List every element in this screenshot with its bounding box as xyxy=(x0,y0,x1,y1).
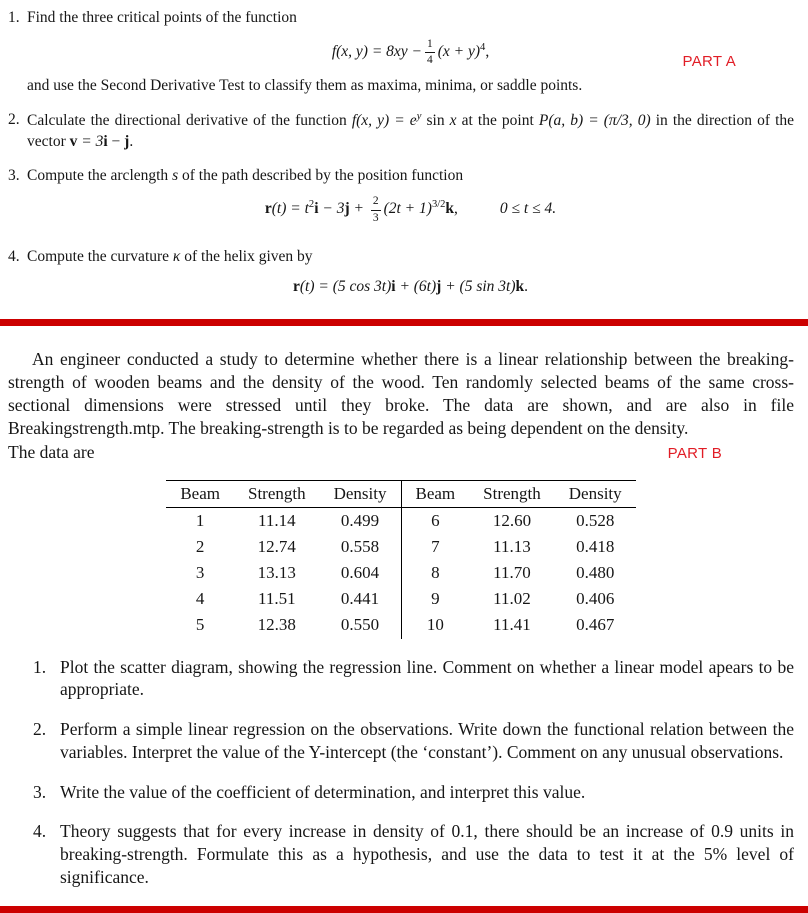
critical-points-formula: f(x, y) = 8xy − $\frac{1}{4}$ $(x + y)^4$, xyxy=(331,37,490,66)
data-intro-row xyxy=(8,441,794,464)
bottom-divider-rule xyxy=(0,906,808,913)
table-header-cell: Beam xyxy=(401,481,469,508)
table-header-cell: Strength xyxy=(469,481,555,508)
table-cell: 2 xyxy=(195,537,205,557)
question-text: Compute the arclength s of the path described by the position function xyxy=(27,166,464,184)
table-row xyxy=(166,560,635,586)
table-cell: 0.604 xyxy=(320,560,401,586)
question-text: Calculate the directional derivative of the function f(x, $y) = e^y$ sin x at the point P(a, b) = (π/3, 0) in the direction of the vector v = 3i − j. xyxy=(27,110,795,150)
table-cell: 0.406 xyxy=(576,589,615,609)
table-row xyxy=(166,508,635,535)
table-cell: 11.51 xyxy=(257,589,296,609)
partb-question-4 xyxy=(8,820,794,888)
question-number: 4. xyxy=(33,821,47,842)
question-number: 2. xyxy=(33,719,47,740)
question-number: 2. xyxy=(8,110,20,128)
partb-question-2 xyxy=(8,718,794,764)
question-text: Find the three critical points of the function xyxy=(27,9,297,26)
table-cell: 12.38 xyxy=(257,615,296,635)
table-cell: 0.550 xyxy=(320,612,401,638)
table-row xyxy=(166,586,635,612)
question-text: Perform a simple linear regression on the observations. Write down the functional relation between the variables. Interpret the value of the Y-intercept (the ‘constant’). Comment on any unusual observations. xyxy=(60,719,794,762)
table-header-cell: Density xyxy=(320,481,401,508)
table-header-cell: Strength xyxy=(234,481,320,508)
part-a-label: PART A xyxy=(682,53,736,70)
question-number: 4. xyxy=(8,247,20,265)
helix-formula: r(t) = (5 cos 3t)i + (6t)j + (5 sin 3t)k. xyxy=(292,277,529,295)
table-cell: 0.467 xyxy=(576,615,615,635)
table-cell: 8 xyxy=(431,563,440,583)
table-header xyxy=(166,481,635,508)
table-header-cell: Beam xyxy=(166,481,234,508)
question-text: Plot the scatter diagram, showing the regression line. Comment on whether a linear model apears to be appropriate. xyxy=(60,656,794,700)
arclength-formula: $r(t) = t^2i - 3j$ + $\frac{2}{3}$ $(2t + 1)^{3/2}k$, 0 ≤ t ≤ 4. xyxy=(264,195,557,224)
table-cell: 0.499 xyxy=(320,508,401,535)
table-cell: 0.558 xyxy=(320,534,401,560)
table-header-row xyxy=(166,481,635,508)
data-intro-text: The data are xyxy=(8,442,95,463)
table-cell: 0.441 xyxy=(320,586,401,612)
part-a-section xyxy=(0,0,808,306)
question-body xyxy=(27,8,794,97)
table-cell: 7 xyxy=(431,537,440,557)
table-cell: 11.02 xyxy=(493,589,531,609)
parta-question-1 xyxy=(8,8,794,97)
table-cell: 11.14 xyxy=(257,511,296,531)
table-cell: 11.41 xyxy=(493,615,531,635)
table-cell: 13.13 xyxy=(257,563,296,583)
table-cell: 11.13 xyxy=(493,537,531,557)
table-cell: 4 xyxy=(195,589,205,609)
table-row xyxy=(166,612,635,638)
fraction: $\frac{2}{3}$ xyxy=(372,195,379,224)
table-cell: 5 xyxy=(195,615,205,635)
fraction: $\frac{1}{4}$ xyxy=(427,37,433,66)
partb-intro-paragraph: An engineer conducted a study to determine whether there is a linear relationship between the breaking-strength of wooden beams and the density of the wood. Ten randomly selected beams of the same cross-sectional dimensions were stressed until they broke. The data are shown, and are also in file Breakingstrength.mtp. The breaking-strength is to be regarded as being dependent on the density. xyxy=(8,349,794,438)
table-cell: 12.74 xyxy=(257,537,296,557)
table-cell: 0.528 xyxy=(576,511,615,531)
question-text: Theory suggests that for every increase in density of 0.1, there should be an increase of 0.9 units in breaking-strength. Formulate this as a hypothesis, and use the data to test it at the 5% level of significance. xyxy=(60,821,794,887)
table-cell: 12.60 xyxy=(492,511,532,531)
section-divider-rule xyxy=(0,319,808,326)
beam-data-table xyxy=(166,480,635,639)
partb-question-1 xyxy=(8,656,794,702)
question-number: 3. xyxy=(8,166,20,184)
question-text: and use the Second Derivative Test to classify them as maxima, minima, or saddle points. xyxy=(27,77,583,95)
table-cell: 10 xyxy=(426,615,444,635)
question-number: 1. xyxy=(8,9,20,26)
question-body xyxy=(27,247,794,307)
part-b-label: PART B xyxy=(667,445,722,463)
partb-question-3 xyxy=(8,781,794,804)
table-cell: 6 xyxy=(431,511,440,531)
parta-question-3 xyxy=(8,166,794,234)
table-cell: 3 xyxy=(195,563,205,583)
question-text: Write the value of the coefficient of determination, and interpret this value. xyxy=(60,781,586,802)
question-text: Compute the curvature κ of the helix given by xyxy=(27,247,313,265)
parta-question-4 xyxy=(8,247,794,307)
table-cell: 0.480 xyxy=(576,563,615,583)
table-cell: 9 xyxy=(431,589,440,609)
question-body xyxy=(27,166,794,234)
question-number: 1. xyxy=(33,656,47,677)
parta-question-2 xyxy=(8,110,794,153)
table-header-cell: Density xyxy=(555,481,636,508)
table-cell: 1 xyxy=(195,511,205,531)
table-cell: 0.418 xyxy=(576,537,615,557)
table-cell: 11.70 xyxy=(493,563,531,583)
question-number: 3. xyxy=(33,781,47,802)
table-body xyxy=(166,508,635,639)
table-row xyxy=(166,534,635,560)
part-b-section xyxy=(0,326,808,888)
